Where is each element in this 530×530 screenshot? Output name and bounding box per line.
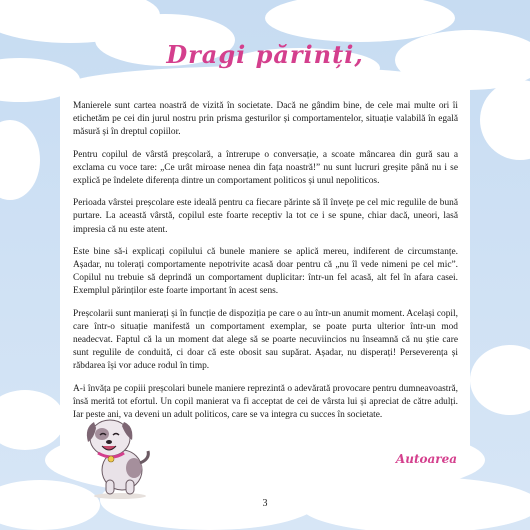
paragraph: Este bine să-i explicați copilului că bunele maniere se aplică mereu, indiferent de circumstanțe. Așadar, nu tolerați comportamente nepotrivite acasă doar pentru că „nu îl vede nimeni pe cel mic”. Copilul nu trebuie să deprindă un comportament duplicitar: într-un fel acasă, alt fel în afara casei. Exemplul părinților este foarte important în acest sens. [73, 246, 458, 297]
paragraph: Perioada vârstei preșcolare este ideală pentru ca fiecare părinte să îl învețe pe cel mic regulile de bună purtare. La această vârstă, copilul este foarte receptiv la tot ce i se spune, chiar dacă, uneori, lasă impresia că nu este atent. [73, 198, 458, 235]
paragraph: Preșcolarii sunt manierați și în funcție de dispoziția pe care o au într-un anumit moment. Același copil, care într-o situație manifestă un comportament exemplar, se poate purta ulterior într-un mod neadecvat. Faptul că la un moment dat alege să se poarte necuviincios nu înseamnă că nu știe care sunt regulile de conduită, ci doar că este obosit sau supărat. Așadar, nu disperați! Perseverența și răbdarea își vor aduce rodul în timp. [73, 308, 458, 372]
page-number: 3 [262, 498, 268, 509]
page-title: Dragi părinți, [166, 40, 364, 69]
letter-body [73, 100, 458, 431]
paragraph: Pentru copilul de vârstă preșcolară, a întrerupe o conversație, a scoate mâncarea din gură sau a exclama cu voce tare: „Ce urât miroase nenea din fața noastră!” nu sunt lucruri greșite până nu i se explică pe îndelete diferența dintre un comportament politicos și unul nepoliticos. [73, 149, 458, 187]
paragraph: Manierele sunt cartea noastră de vizită în societate. Dacă ne gândim bine, de cele mai multe ori îi etichetăm pe cei din jurul nostru prin prisma gesturilor și comportamentelor, situație valabilă în egală măsură și în dreptul copiilor. [73, 101, 458, 138]
paragraph: A-i învăța pe copiii preșcolari bunele maniere reprezintă o adevărată provocare pentru dumneavoastră, însă merită tot efortul. Un copil manierat va fi acceptat de cei de vârsta lui și apreciat de către adulți. Iar peste ani, va deveni un adult politicos, care se va integra cu succes în societate. [73, 383, 458, 421]
signature: Autoarea [395, 452, 457, 466]
dog-illustration [82, 408, 152, 500]
